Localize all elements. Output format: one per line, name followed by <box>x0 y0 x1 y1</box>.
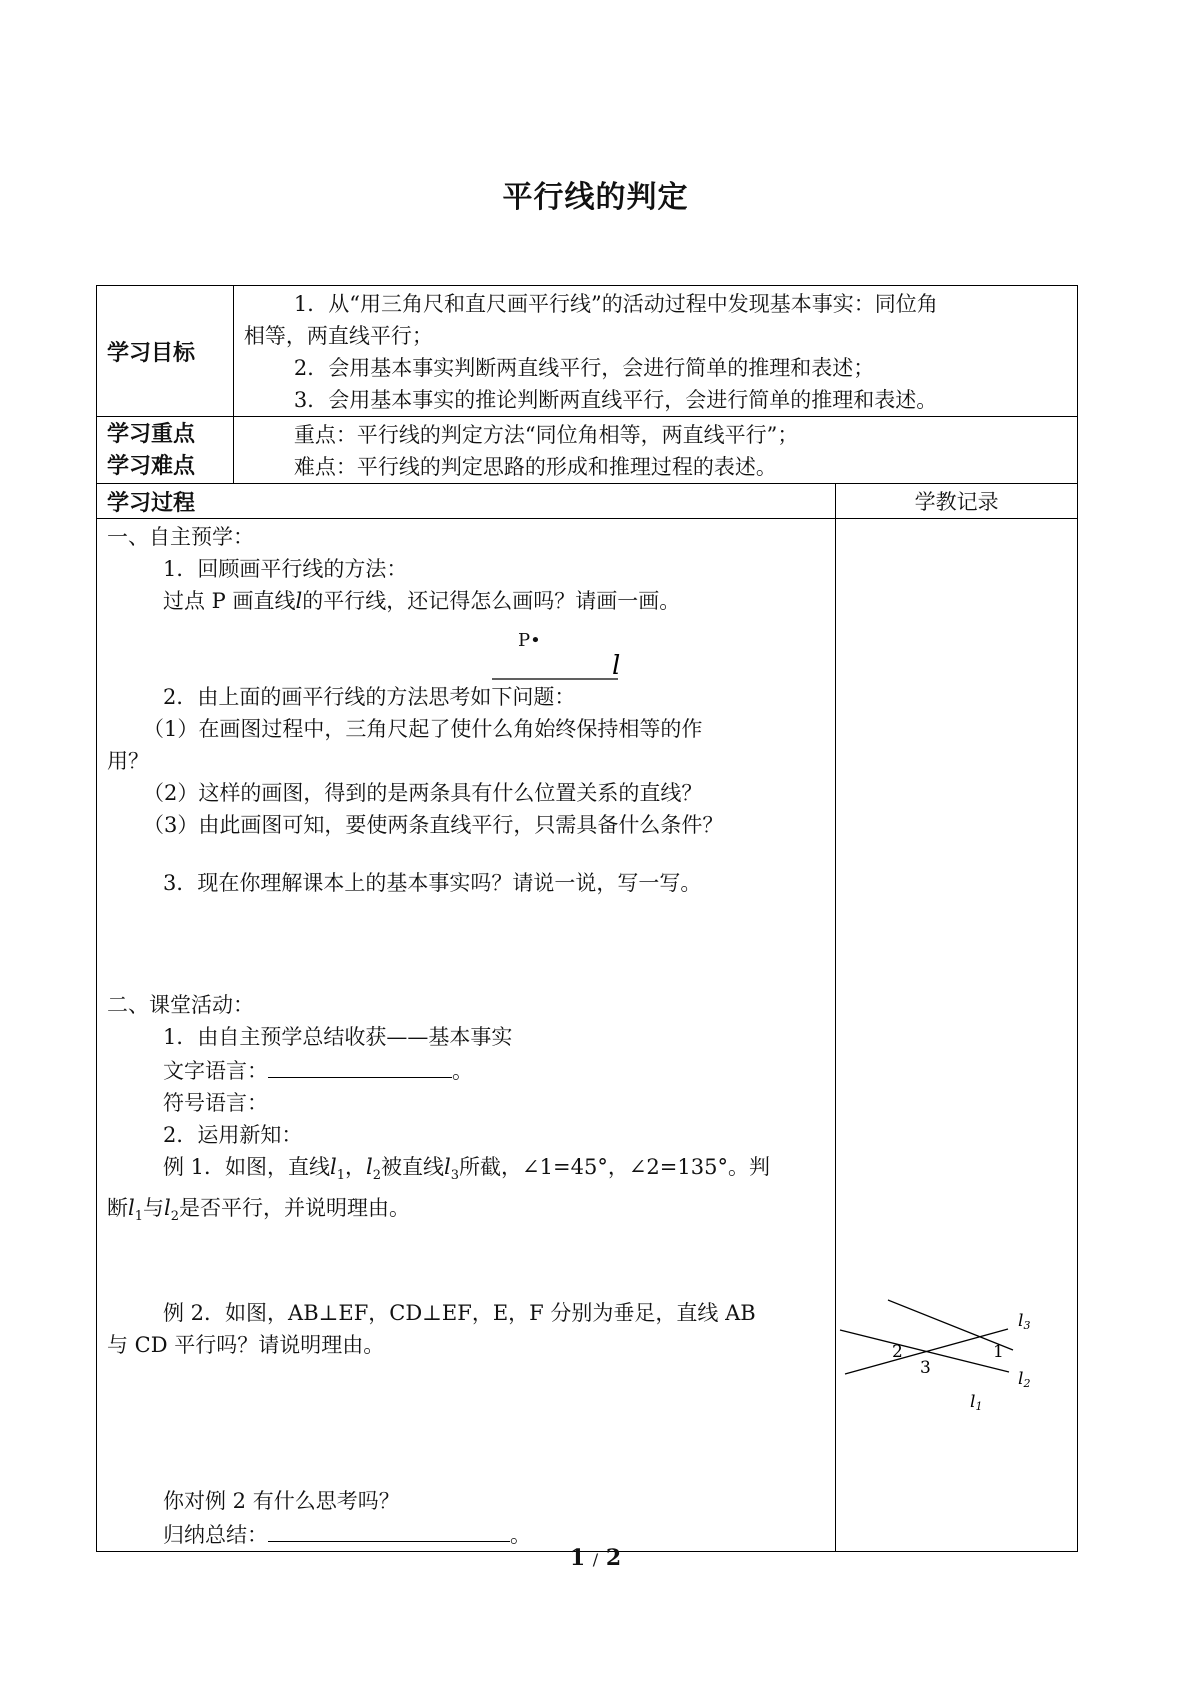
q1-text-pre: 过点 P 画直线 <box>163 589 296 613</box>
process-header-row <box>97 484 1078 519</box>
question-2-1: （1）在画图过程中，三角尺起了使什么角始终保持相等的作 <box>143 717 703 741</box>
lesson-table <box>96 285 1078 1552</box>
period-2: 。 <box>510 1523 531 1548</box>
goals-content <box>233 286 1077 417</box>
summary-label: 归纳总结： <box>163 1523 268 1548</box>
line-l-drawing <box>492 649 692 689</box>
text-language-line <box>107 1053 827 1087</box>
activity-1: 1．由自主预学总结收获——基本事实 <box>163 1025 513 1049</box>
ex1-sub-2b: 2 <box>170 1209 179 1225</box>
label-l3: l3 <box>1018 1311 1031 1332</box>
notes-header <box>836 484 1078 519</box>
think-question: 你对例 2 有什么思考吗？ <box>163 1489 400 1514</box>
goals-label: 学习目标 <box>107 340 196 366</box>
process-label: 学习过程 <box>107 490 196 516</box>
text-language-label: 文字语言： <box>163 1059 268 1083</box>
section-2-heading: 二、课堂活动： <box>107 993 254 1017</box>
process-body-row <box>97 519 1078 1552</box>
page-total: 2 <box>605 1545 622 1571</box>
angle-2-label: 2 <box>892 1342 904 1362</box>
question-2-2: （2）这样的画图，得到的是两条具有什么位置关系的直线？ <box>143 781 703 805</box>
page-number <box>0 1545 1191 1571</box>
page-current: 1 <box>569 1545 586 1571</box>
ex1-text-d: 断 <box>107 1196 128 1221</box>
notes-label: 学教记录 <box>914 490 999 514</box>
page-title: 平行线的判定 <box>502 180 689 215</box>
ex1-text-e: 与 <box>143 1196 164 1221</box>
goal-1: 1．从“用三角尺和直尺画平行线”的活动过程中发现基本事实：同位角 <box>293 292 938 316</box>
point-p-label: P• <box>518 630 541 651</box>
question-2-1-cont: 用？ <box>107 749 149 773</box>
summary-blank[interactable] <box>268 1517 510 1542</box>
goal-1-cont: 相等，两直线平行； <box>243 324 433 348</box>
ex1-var-l2: l <box>366 1155 373 1179</box>
ex1-var-l2b: l <box>164 1196 171 1221</box>
line-l-label: l <box>612 651 621 681</box>
goals-row <box>97 286 1078 417</box>
ex1-text-a: 例 1．如图，直线 <box>163 1155 331 1179</box>
key-point: 重点：平行线的判定方法“同位角相等，两直线平行”； <box>293 423 799 447</box>
focus-label-cell <box>97 417 234 484</box>
example-1-figure <box>838 1294 1068 1434</box>
example-1 <box>107 1151 827 1192</box>
text-language-blank[interactable] <box>268 1053 452 1078</box>
difficult-point: 难点：平行线的判定思路的形成和推理过程的表述。 <box>293 455 777 479</box>
label-l1: l1 <box>970 1392 983 1413</box>
question-2-3: （3）由此画图可知，要使两条直线平行，只需具备什么条件？ <box>143 813 724 837</box>
question-1-task <box>107 585 827 617</box>
ex1-comma: ， <box>345 1155 367 1179</box>
key-label: 学习重点 <box>107 422 196 447</box>
section-1-heading: 一、自主预学： <box>107 525 254 549</box>
period-1: 。 <box>452 1059 473 1083</box>
example-1-cont <box>107 1192 827 1233</box>
angle-1-label: 1 <box>993 1342 1005 1362</box>
activity-2: 2．运用新知： <box>163 1123 303 1147</box>
process-content <box>97 519 836 1552</box>
question-3: 3．现在你理解课本上的基本事实吗？请说一说，写一写。 <box>163 871 702 895</box>
label-l2: l2 <box>1018 1369 1031 1390</box>
goals-label-cell <box>97 286 234 417</box>
angle-3-label: 3 <box>920 1358 932 1378</box>
symbol-language-label: 符号语言： <box>163 1091 268 1115</box>
difficulty-label: 学习难点 <box>107 454 196 479</box>
q1-text-post: 的平行线，还记得怎么画吗？请画一画。 <box>302 589 681 613</box>
question-1: 1．回顾画平行线的方法： <box>163 557 408 581</box>
ex1-sub-2: 2 <box>372 1168 382 1184</box>
focus-content <box>233 417 1077 484</box>
ex1-sub-3: 3 <box>450 1168 460 1184</box>
page-separator: / <box>592 1550 599 1569</box>
ex1-var-l1b: l <box>128 1196 135 1221</box>
example-2: 例 2．如图，AB⊥EF，CD⊥EF，E，F 分别为垂足，直线 AB <box>163 1301 756 1326</box>
q1-line-var: l <box>295 589 303 613</box>
ex1-text-f: 是否平行，并说明理由。 <box>179 1196 410 1221</box>
ex1-sub-1: 1 <box>336 1168 346 1184</box>
notes-content <box>836 519 1078 1552</box>
example-2-cont: 与 CD 平行吗？请说明理由。 <box>107 1333 385 1358</box>
ex1-sub-1b: 1 <box>134 1209 143 1225</box>
ex1-var-l3: l <box>444 1155 451 1179</box>
focus-row <box>97 417 1078 484</box>
goal-2: 2．会用基本事实判断两直线平行，会进行简单的推理和表述； <box>293 356 875 380</box>
ex1-var-l1: l <box>330 1155 337 1179</box>
process-header <box>97 484 836 519</box>
question-2: 2．由上面的画平行线的方法思考如下问题： <box>163 685 576 709</box>
ex1-text-b: 被直线 <box>381 1155 445 1179</box>
goal-3: 3．会用基本事实的推论判断两直线平行，会进行简单的推理和表述。 <box>293 388 938 412</box>
ex1-text-c: 所截，∠1=45°，∠2=135°。判 <box>459 1155 770 1179</box>
